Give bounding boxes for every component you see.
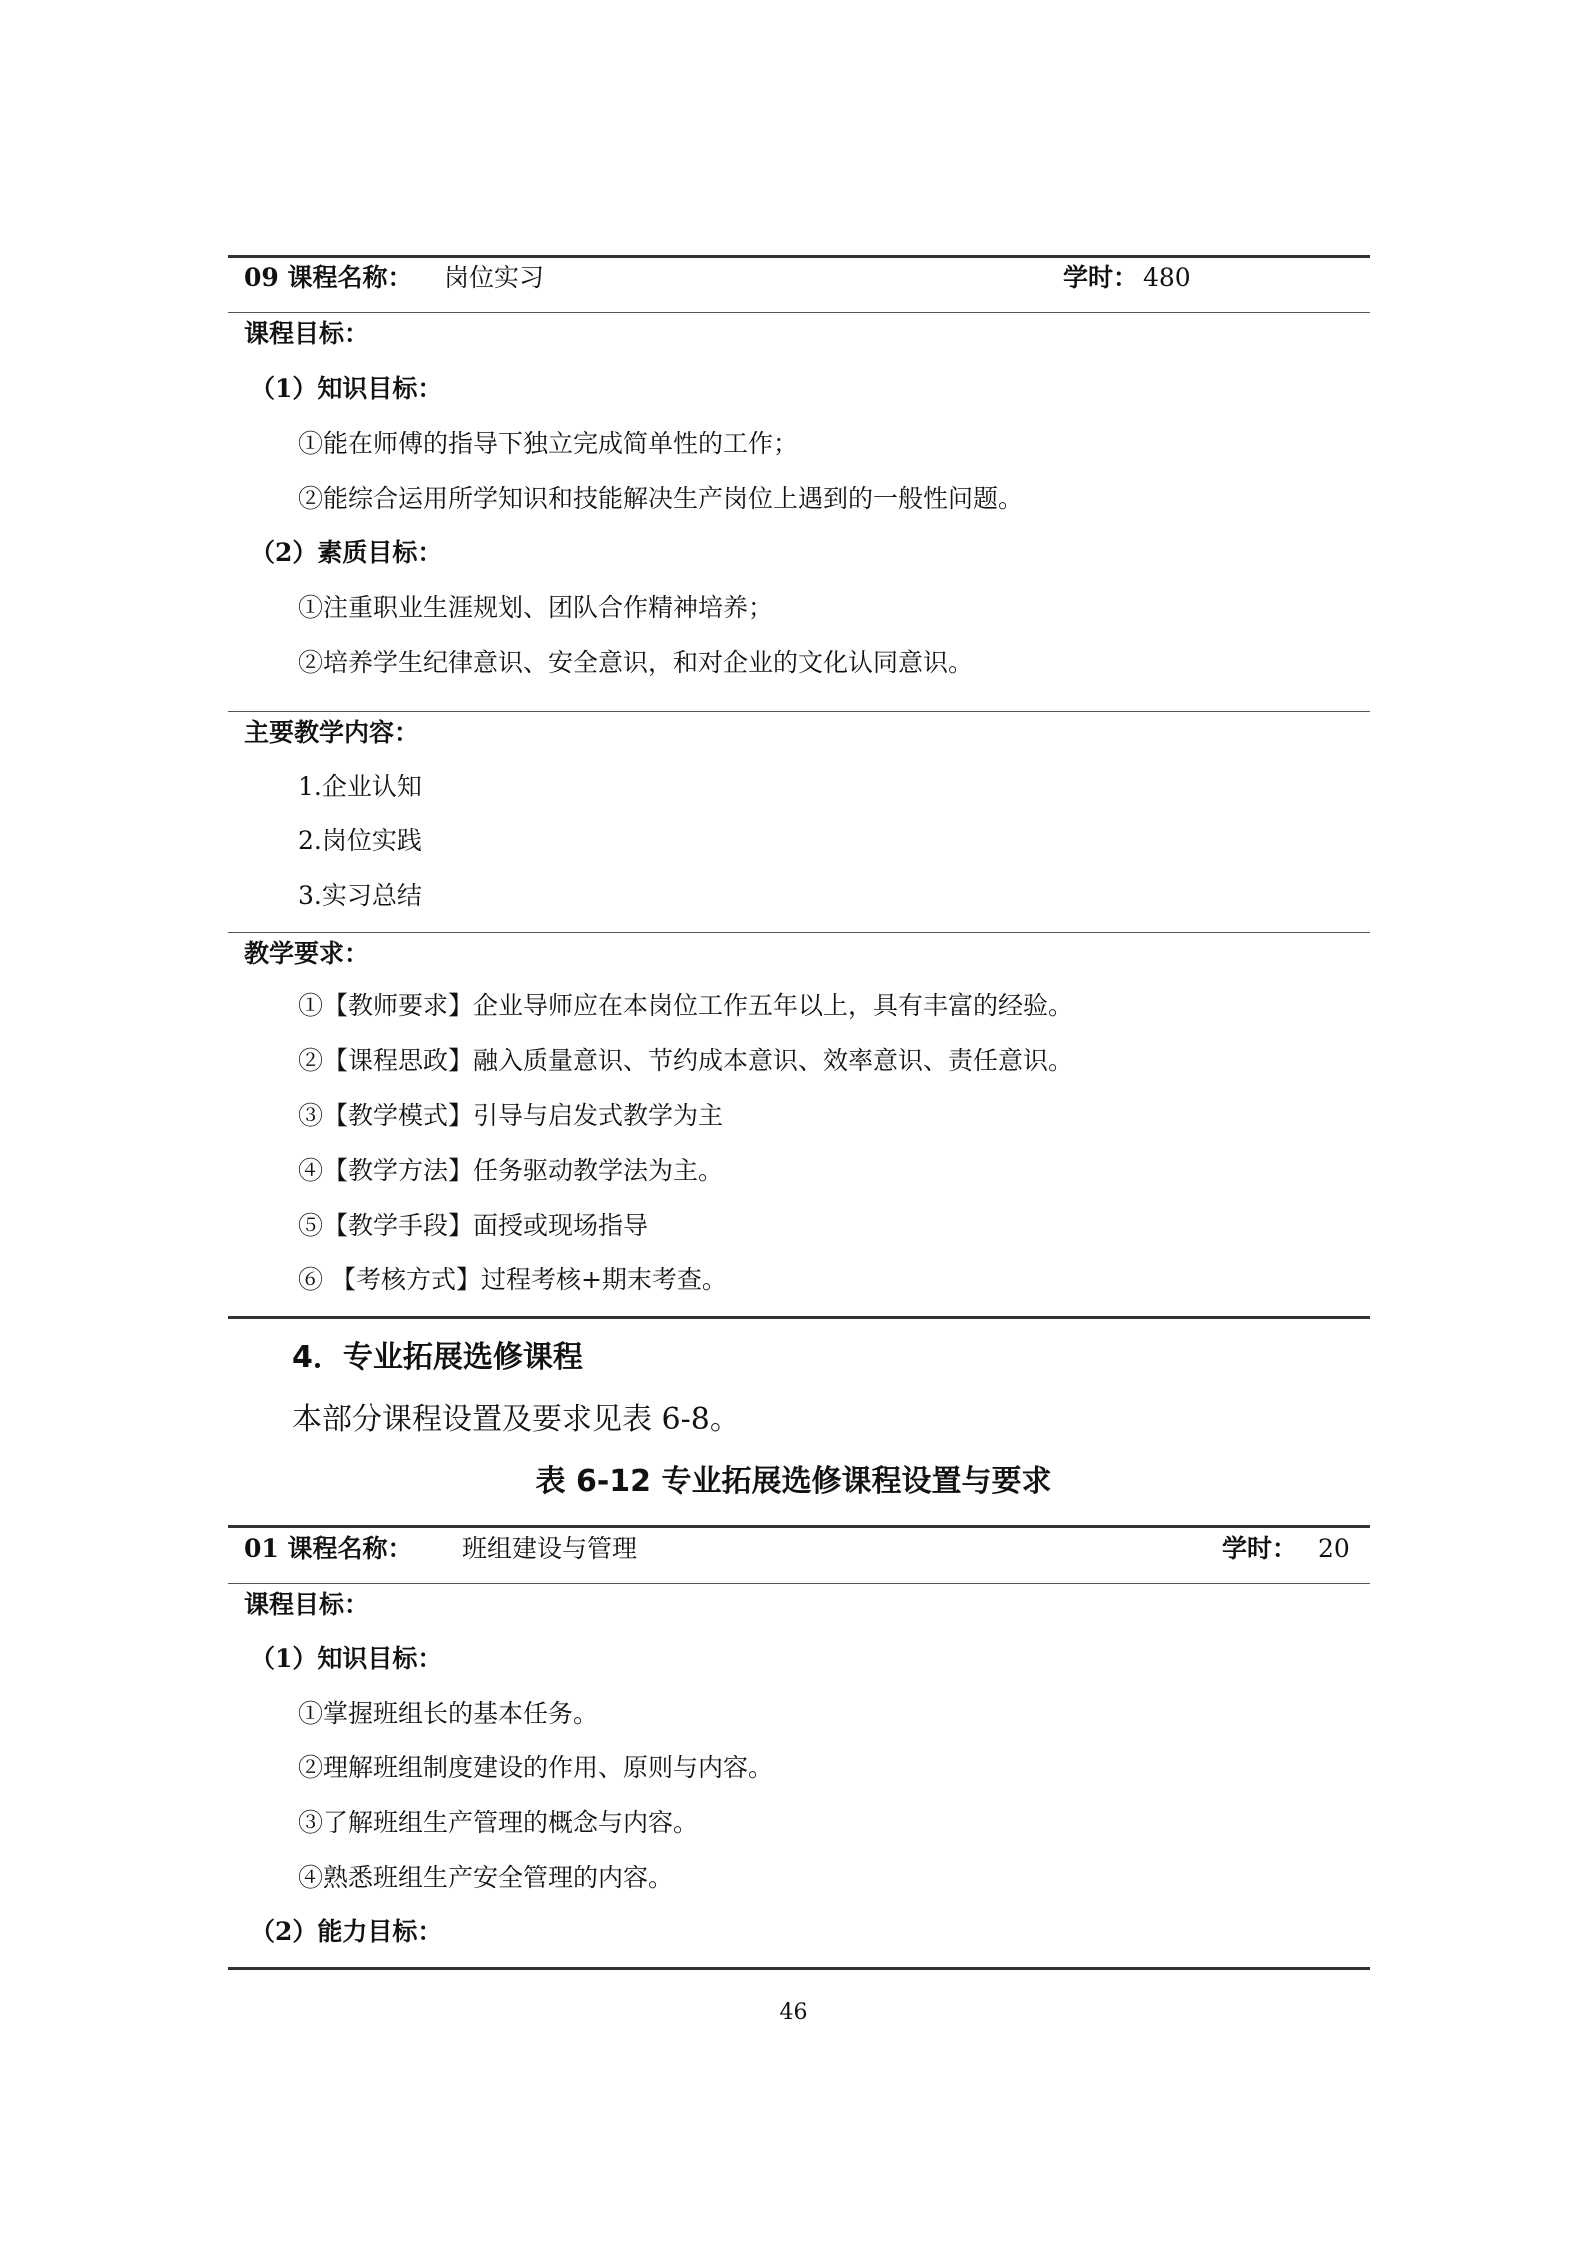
quality-item: ②培养学生纪律意识、安全意识，和对企业的文化认同意识。 [298, 648, 974, 677]
req-item: ⑤【教学手段】面授或现场指导 [298, 1211, 649, 1240]
knowledge-item: ②理解班组制度建设的作用、原则与内容。 [298, 1753, 774, 1782]
course-name-label: 01 课程名称： [244, 1534, 413, 1563]
req-item: ④【教学方法】任务驱动教学法为主。 [298, 1156, 724, 1185]
knowledge-item: ③了解班组生产管理的概念与内容。 [298, 1808, 699, 1837]
table-caption: 表 6-12 专业拓展选修课程设置与要求 [535, 1464, 1052, 1499]
course-name: 班组建设与管理 [462, 1534, 638, 1563]
req-item: ①【教师要求】企业导师应在本岗位工作五年以上，具有丰富的经验。 [298, 991, 1074, 1020]
table-top-rule [228, 1525, 1370, 1528]
req-item: ③【教学模式】引导与启发式教学为主 [298, 1101, 724, 1130]
table-top-rule [228, 255, 1370, 258]
content-item: 2.岗位实践 [298, 826, 422, 855]
req-item: ⑥ 【考核方式】过程考核+期末考查。 [298, 1265, 727, 1294]
course-hours-label: 学时： [1222, 1534, 1298, 1563]
goal-heading: 课程目标： [244, 1590, 370, 1619]
content-item: 3.实习总结 [298, 881, 422, 910]
course-name: 岗位实习 [444, 263, 545, 292]
ability-heading: （2）能力目标： [250, 1917, 443, 1946]
table-bottom-rule [228, 1316, 1370, 1319]
knowledge-heading: （1）知识目标： [250, 1644, 443, 1673]
quality-item: ①注重职业生涯规划、团队合作精神培养； [298, 593, 774, 622]
knowledge-item: ①能在师傅的指导下独立完成简单性的工作； [298, 429, 799, 458]
row-divider [228, 932, 1370, 933]
req-item: ②【课程思政】融入质量意识、节约成本意识、效率意识、责任意识。 [298, 1046, 1074, 1075]
row-divider [228, 312, 1370, 313]
content-item: 1.企业认知 [298, 772, 422, 801]
knowledge-item: ②能综合运用所学知识和技能解决生产岗位上遇到的一般性问题。 [298, 484, 1024, 513]
course-hours-label: 学时： [1063, 263, 1139, 292]
table-bottom-rule [228, 1967, 1370, 1970]
section-intro: 本部分课程设置及要求见表 6-8。 [292, 1402, 740, 1437]
row-divider [228, 711, 1370, 712]
page-number: 46 [779, 2000, 808, 2025]
knowledge-heading: （1）知识目标： [250, 374, 443, 403]
req-heading: 教学要求： [244, 939, 370, 968]
row-divider [228, 1583, 1370, 1584]
quality-heading: （2）素质目标： [250, 538, 443, 567]
course-hours: 480 [1143, 263, 1191, 292]
section-heading: 4．专业拓展选修课程 [292, 1340, 583, 1375]
goal-heading: 课程目标： [244, 319, 370, 348]
knowledge-item: ①掌握班组长的基本任务。 [298, 1699, 599, 1728]
knowledge-item: ④熟悉班组生产安全管理的内容。 [298, 1863, 674, 1892]
course-name-label: 09 课程名称： [244, 263, 413, 292]
content-heading: 主要教学内容： [244, 718, 420, 747]
course-hours: 20 [1318, 1534, 1350, 1563]
